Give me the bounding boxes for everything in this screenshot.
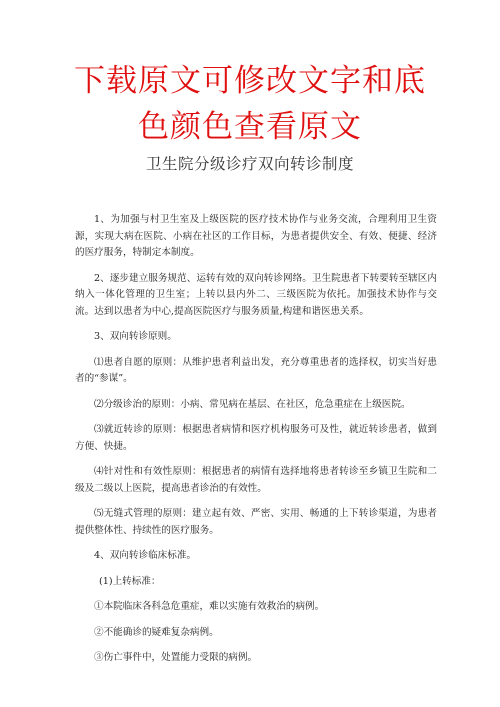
principle-targeted: ⑷针对性和有效性原则：根据患者的病情有选择地将患者转诊至乡镇卫生院和二级及二级以上医院，提高患者诊治的有效性。 (75, 466, 437, 494)
subheading-upward-standards: (1)上转标准： (99, 575, 161, 587)
upward-item-3: ③伤亡事件中，处置能力受限的病例。 (94, 652, 258, 663)
principle-nearby: ⑶就近转诊的原则：根据患者病情和医疗机构服务可及性，就近转诊患者，做到方便、快捷。 (75, 424, 437, 452)
upward-item-1: ①本院临床各科急危重症，难以实施有效救治的病例。 (94, 601, 325, 612)
banner-line-2: 色颜色查看原文 (138, 109, 362, 145)
principle-voluntary: ⑴患者自愿的原则：从维护患者利益出发，充分尊重患者的选择权，切实当好患者的“参谋”。 (75, 356, 437, 384)
document-title: 卫生院分级诊疗双向转诊制度 (145, 155, 354, 173)
red-banner-notice (40, 58, 460, 150)
paragraph-purpose: 1、为加强与村卫生室及上级医院的医疗技术协作与业务交流，合理利用卫生资源，实现大病在医院、小病在社区的工作目标，为患者提供安全、有效、便捷、经济的医疗服务，特制定本制度。 (75, 214, 437, 258)
principle-tiered: ⑵分级诊治的原则：小病、常见病在基层、在社区，危急重症在上级医院。 (94, 398, 411, 410)
banner-line-1: 下载原文可修改文字和底 (74, 63, 426, 99)
heading-clinical-standards: 4、双向转诊临床标准。 (94, 550, 197, 561)
principle-seamless: ⑸无缝式管理的原则：建立起有效、严密、实用、畅通的上下转诊渠道，为患者提供整体性、持续性的医疗服务。 (75, 508, 437, 536)
paragraph-network: 2、逐步建立服务规范、运转有效的双向转诊网络。卫生院患者下转要转至辖区内纳入一体化管理的卫生室；上转以县内外二、三级医院为依托。加强技术协作与交流。达到以患者为中心,提高医院医疗与服务质量,构建和谐医患关系。 (75, 272, 437, 317)
heading-principles: 3、双向转诊原则。 (94, 331, 177, 342)
document-body (75, 212, 437, 676)
upward-item-2: ②不能确诊的疑难复杂病例。 (94, 626, 219, 638)
